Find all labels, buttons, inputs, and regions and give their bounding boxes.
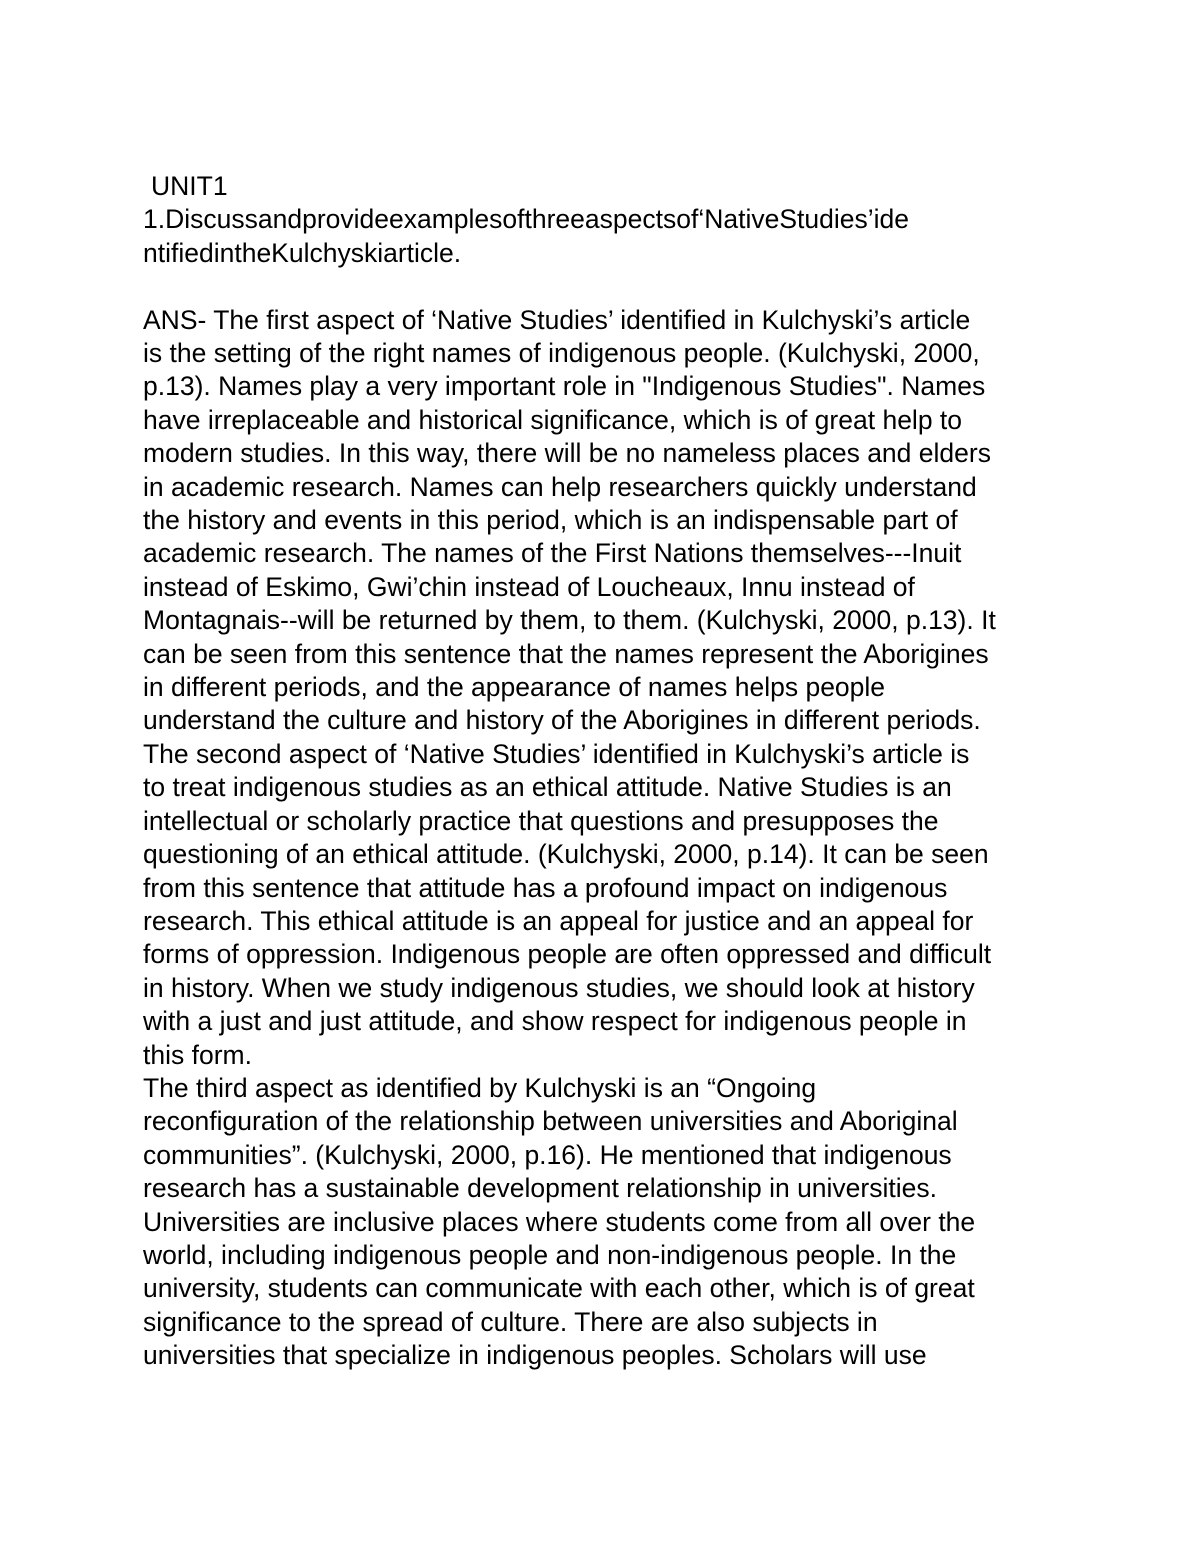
- answer-line: the history and events in this period, which is an indispensable part of: [143, 505, 958, 536]
- answer-line: forms of oppression. Indigenous people are often oppressed and difficult: [143, 939, 992, 970]
- answer-line: in different periods, and the appearance of names helps people: [143, 672, 886, 703]
- answer-line: research has a sustainable development relationship in universities.: [143, 1173, 937, 1204]
- question-line: ntifiedintheKulchyskiarticle.: [143, 237, 462, 268]
- question-line: 1.Discussandprovideexamplesofthreeaspectsof‘NativeStudies’ide: [143, 204, 909, 235]
- answer-line: is the setting of the right names of indigenous people. (Kulchyski, 2000,: [143, 338, 980, 369]
- paragraph-gap: [143, 270, 1063, 303]
- answer-line: communities”. (Kulchyski, 2000, p.16). He mentioned that indigenous: [143, 1139, 952, 1170]
- answer-line: significance to the spread of culture. There are also subjects in: [143, 1306, 878, 1337]
- answer-line: in history. When we study indigenous studies, we should look at history: [143, 972, 975, 1003]
- answer-line: universities that specialize in indigenous peoples. Scholars will use: [143, 1340, 927, 1371]
- answer-line: Universities are inclusive places where students come from all over the: [143, 1206, 976, 1237]
- answer-line: The third aspect as identified by Kulchyski is an “Ongoing: [143, 1072, 817, 1103]
- answer-line: to treat indigenous studies as an ethical attitude. Native Studies is an: [143, 772, 952, 803]
- answer-line: p.13). Names play a very important role in "Indigenous Studies". Names: [143, 371, 986, 402]
- answer-line: reconfiguration of the relationship between universities and Aboriginal: [143, 1106, 958, 1137]
- answer-line: from this sentence that attitude has a profound impact on indigenous: [143, 872, 948, 903]
- answer-line: intellectual or scholarly practice that questions and presupposes the: [143, 805, 939, 836]
- answer-line: in academic research. Names can help researchers quickly understand: [143, 471, 977, 502]
- answer-line: questioning of an ethical attitude. (Kulchyski, 2000, p.14). It can be seen: [143, 839, 989, 870]
- document-body: [143, 170, 1063, 1373]
- answer-line: with a just and just attitude, and show respect for indigenous people in: [143, 1006, 967, 1037]
- answer-line: ANS- The first aspect of ‘Native Studies’ identified in Kulchyski’s article: [143, 304, 971, 335]
- unit-heading: UNIT1: [151, 171, 228, 201]
- answer-line: modern studies. In this way, there will be no nameless places and elders: [143, 438, 991, 469]
- answer-line: university, students can communicate with each other, which is of great: [143, 1273, 975, 1304]
- answer-line: research. This ethical attitude is an appeal for justice and an appeal for: [143, 905, 974, 936]
- answer-line: this form.: [143, 1039, 252, 1070]
- answer-line: The second aspect of ‘Native Studies’ identified in Kulchyski’s article is: [143, 738, 970, 769]
- answer-line: understand the culture and history of the Aborigines in different periods.: [143, 705, 981, 736]
- answer-text: [143, 304, 1063, 1373]
- answer-line: have irreplaceable and historical significance, which is of great help to: [143, 404, 963, 435]
- answer-line: instead of Eskimo, Gwi’chin instead of Loucheaux, Innu instead of: [143, 571, 915, 602]
- answer-line: can be seen from this sentence that the names represent the Aborigines: [143, 638, 989, 669]
- answer-line: world, including indigenous people and non-indigenous people. In the: [143, 1239, 957, 1270]
- question-text: [143, 203, 1063, 270]
- answer-line: academic research. The names of the First Nations themselves---Inuit: [143, 538, 962, 569]
- answer-line: Montagnais--will be returned by them, to them. (Kulchyski, 2000, p.13). It: [143, 605, 996, 636]
